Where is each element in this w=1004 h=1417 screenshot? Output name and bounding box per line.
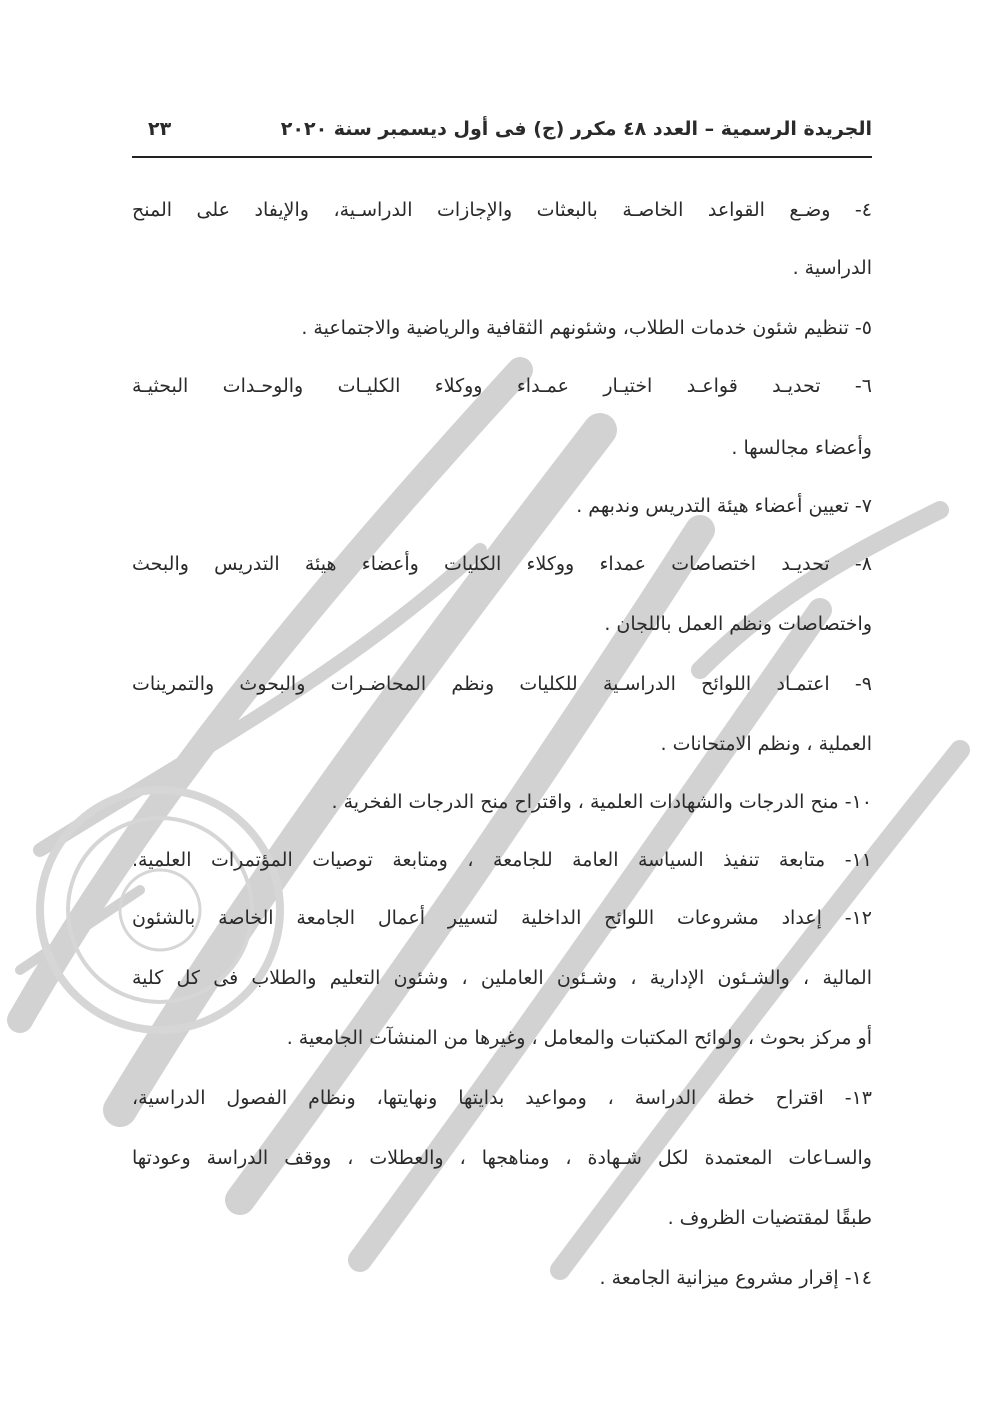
text-line: ٤- وضـع القواعد الخاصـة بالبعثات والإجازات الدراسـية، والإيفاد على المنح <box>132 199 872 221</box>
text-line: أو مركز بحوث ، ولوائح المكتبات والمعامل ، وغيرها من المنشآت الجامعية . <box>286 1027 872 1049</box>
text-line: ١٣- اقتراح خطة الدراسة ، ومواعيد بدايتها ونهايتها، ونظام الفصول الدراسية، <box>132 1087 872 1109</box>
text-line: واختصاصات ونظم العمل باللجان . <box>604 613 872 635</box>
watermark <box>0 250 1004 1290</box>
text-line: ٦- تحديـد قواعـد اختيـار عمـداء ووكلاء الكليـات والوحـدات البحثيـة <box>132 375 872 397</box>
text-line: ١٢- إعداد مشروعات اللوائح الداخلية لتسيير أعمال الجامعة الخاصة بالشئون <box>132 907 872 929</box>
text-line: طبقًا لمقتضيات الظروف . <box>667 1207 872 1229</box>
text-line: ٧- تعيين أعضاء هيئة التدريس وندبهم . <box>576 495 872 517</box>
text-line: ٨- تحديـد اختصاصات عمداء ووكلاء الكليات وأعضاء هيئة التدريس والبحث <box>132 553 872 575</box>
text-line: ٥- تنظيم شئون خدمات الطلاب، وشئونهم الثقافية والرياضية والاجتماعية . <box>301 317 872 339</box>
text-line: ٩- اعتمـاد اللوائح الدراسـية للكليات ونظم المحاضـرات والبحوث والتمرينات <box>132 673 872 695</box>
page-number: ٢٣ <box>148 118 172 140</box>
text-line: ١٤- إقرار مشروع ميزانية الجامعة . <box>599 1267 872 1289</box>
text-line: المالية ، والشـئون الإدارية ، وشـئون العاملين ، وشئون التعليم والطلاب فى كل كلية <box>132 967 872 989</box>
page-header <box>132 112 872 152</box>
header-divider <box>132 156 872 158</box>
text-line: الدراسية . <box>792 257 872 279</box>
text-line: وأعضاء مجالسها . <box>731 437 872 459</box>
text-line: العملية ، ونظم الامتحانات . <box>660 733 872 755</box>
text-line: ١١- متابعة تنفيذ السياسة العامة للجامعة ، ومتابعة توصيات المؤتمرات العلمية. <box>132 849 872 871</box>
text-line: والسـاعات المعتمدة لكل شـهادة ، ومناهجها ، والعطلات ، ووقف الدراسة وعودتها <box>132 1147 872 1169</box>
text-line: ١٠- منح الدرجات والشهادات العلمية ، واقتراح منح الدرجات الفخرية . <box>331 791 872 813</box>
header-title: الجريدة الرسمية – العدد ٤٨ مكرر (ج) فى أول ديسمبر سنة ٢٠٢٠ <box>280 118 872 140</box>
